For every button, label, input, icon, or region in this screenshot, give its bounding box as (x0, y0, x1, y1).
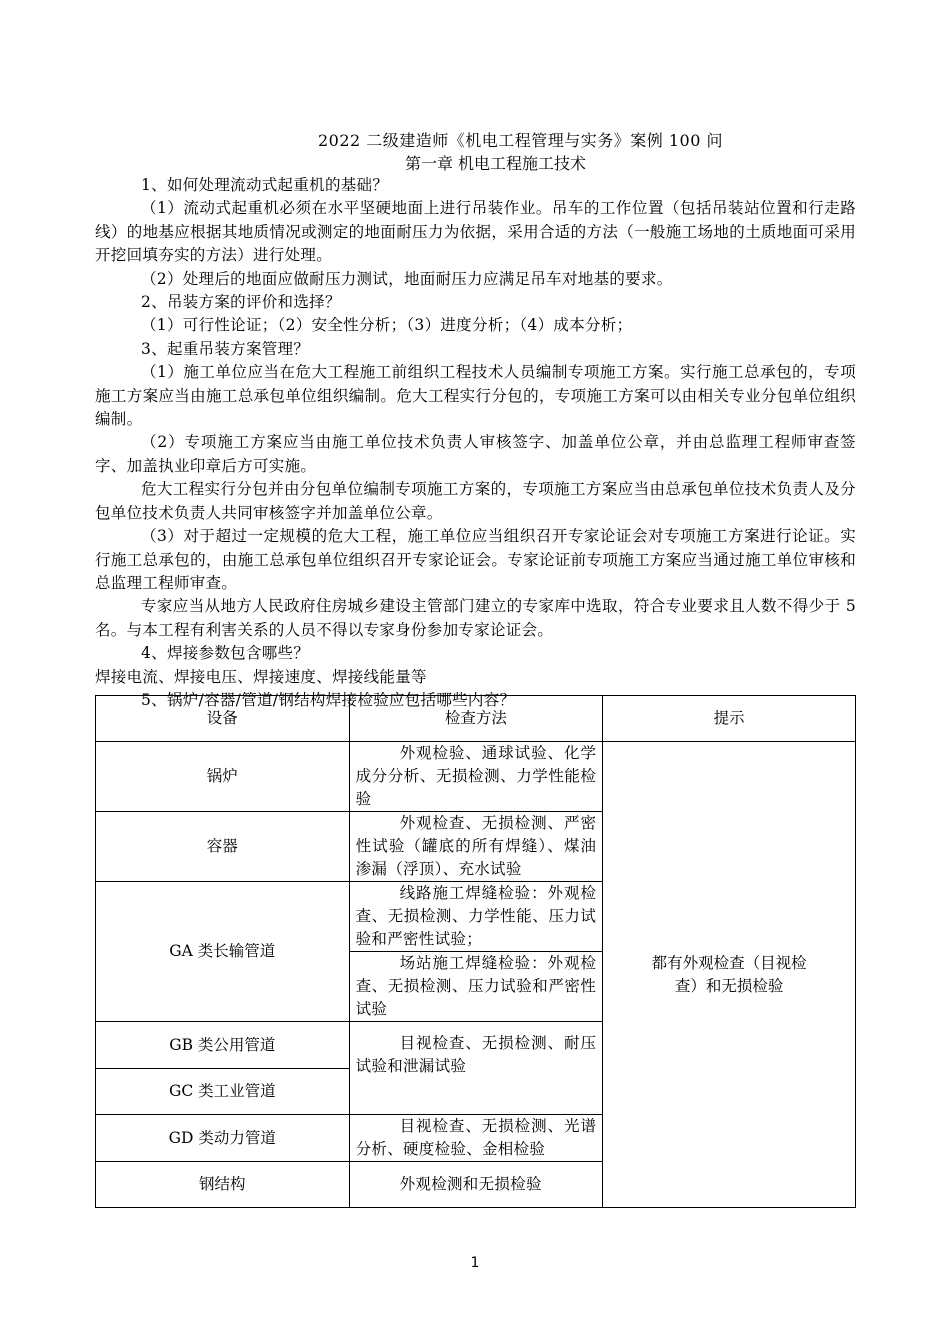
document-title: 2022 二级建造师《机电工程管理与实务》案例 100 问 (317, 131, 724, 150)
header-method: 检查方法 (349, 696, 603, 742)
device-cell: GA 类长输管道 (96, 882, 350, 1022)
answer-paragraph: （3）对于超过一定规模的危大工程，施工单位应当组织召开专家论证会对专项施工方案进行论证。实行施工总承包的，由施工总承包单位组织召开专家论证会。专家论证前专项施工方案应当通过施工单位审核和总监理工程师审查。 (95, 527, 856, 592)
chapter-title: 第一章 机电工程施工技术 (404, 154, 587, 173)
inspection-table (95, 695, 856, 1208)
device-cell: 钢结构 (96, 1162, 350, 1208)
question-2: 2、吊装方案的评价和选择？ (141, 293, 341, 312)
answer-paragraph: （1）可行性论证；（2）安全性分析；（3）进度分析；（4）成本分析； (141, 316, 633, 335)
header-device: 设备 (96, 696, 350, 742)
answer-paragraph: 焊接电流、焊接电压、焊接速度、焊接线能量等 (95, 667, 427, 686)
device-cell: 容器 (96, 812, 350, 882)
header-tip: 提示 (603, 696, 856, 742)
method-cell: 外观检查、无损检测、严密性试验（罐底的所有焊缝）、煤油渗漏（浮顶）、充水试验 (349, 812, 603, 882)
answer-paragraph: （1）施工单位应当在危大工程施工前组织工程技术人员编制专项施工方案。实行施工总承包的，专项施工方案应当由施工总承包单位组织编制。危大工程实行分包的，专项施工方案可以由相关专业分包单位组织编制。 (95, 363, 856, 429)
method-cell: 目视检查、无损检测、光谱分析、硬度检验、金相检验 (349, 1115, 603, 1162)
method-cell: 外观检测和无损检验 (349, 1162, 603, 1208)
answer-paragraph: 专家应当从地方人民政府住房城乡建设主管部门建立的专家库中选取，符合专业要求且人数不得少于 5 名。与本工程有利害关系的人员不得以专家身份参加专家论证会。 (95, 597, 856, 639)
page-number: 1 (470, 1255, 480, 1271)
body-text (95, 174, 856, 712)
device-cell: GD 类动力管道 (96, 1115, 350, 1162)
tip-cell: 都有外观检查（目视检查）和无损检验 (603, 742, 856, 1208)
question-3: 3、起重吊装方案管理？ (141, 339, 310, 358)
device-cell: GC 类工业管道 (96, 1069, 350, 1115)
answer-paragraph: （2）处理后的地面应做耐压力测试，地面耐压力应满足吊车对地基的要求。 (141, 269, 673, 288)
method-cell: 目视检查、无损检测、耐压试验和泄漏试验 (349, 1022, 603, 1115)
question-4: 4、焊接参数包含哪些？ (141, 644, 310, 663)
question-5: 5、锅炉/容器/管道/钢结构焊接检验应包括哪些内容？ (141, 690, 516, 709)
answer-paragraph: （2）专项施工方案应当由施工单位技术负责人审核签字、加盖单位公章，并由总监理工程师审查签字、加盖执业印章后方可实施。 (95, 433, 856, 475)
answer-paragraph: （1）流动式起重机必须在水平坚硬地面上进行吊装作业。吊车的工作位置（包括吊装站位置和行走路线）的地基应根据其地质情况或测定的地面耐压力为依据，采用合适的方法（一般施工场地的土质地面可采用开挖回填夯实的方法）进行处理。 (95, 199, 856, 265)
method-cell: 线路施工焊缝检验：外观检查、无损检测、力学性能、压力试验和严密性试验； (349, 882, 603, 952)
table-header-row (96, 696, 856, 742)
device-cell: GB 类公用管道 (96, 1022, 350, 1069)
table-row (96, 742, 856, 812)
device-cell: 锅炉 (96, 742, 350, 812)
answer-paragraph: 危大工程实行分包并由分包单位编制专项施工方案的，专项施工方案应当由总承包单位技术负责人及分包单位技术负责人共同审核签字并加盖单位公章。 (95, 480, 856, 522)
question-1: 1、如何处理流动式起重机的基础？ (141, 176, 389, 194)
method-cell: 场站施工焊缝检验：外观检查、无损检测、压力试验和严密性试验 (349, 952, 603, 1022)
method-cell: 外观检验、通球试验、化学成分分析、无损检测、力学性能检验 (349, 742, 603, 812)
